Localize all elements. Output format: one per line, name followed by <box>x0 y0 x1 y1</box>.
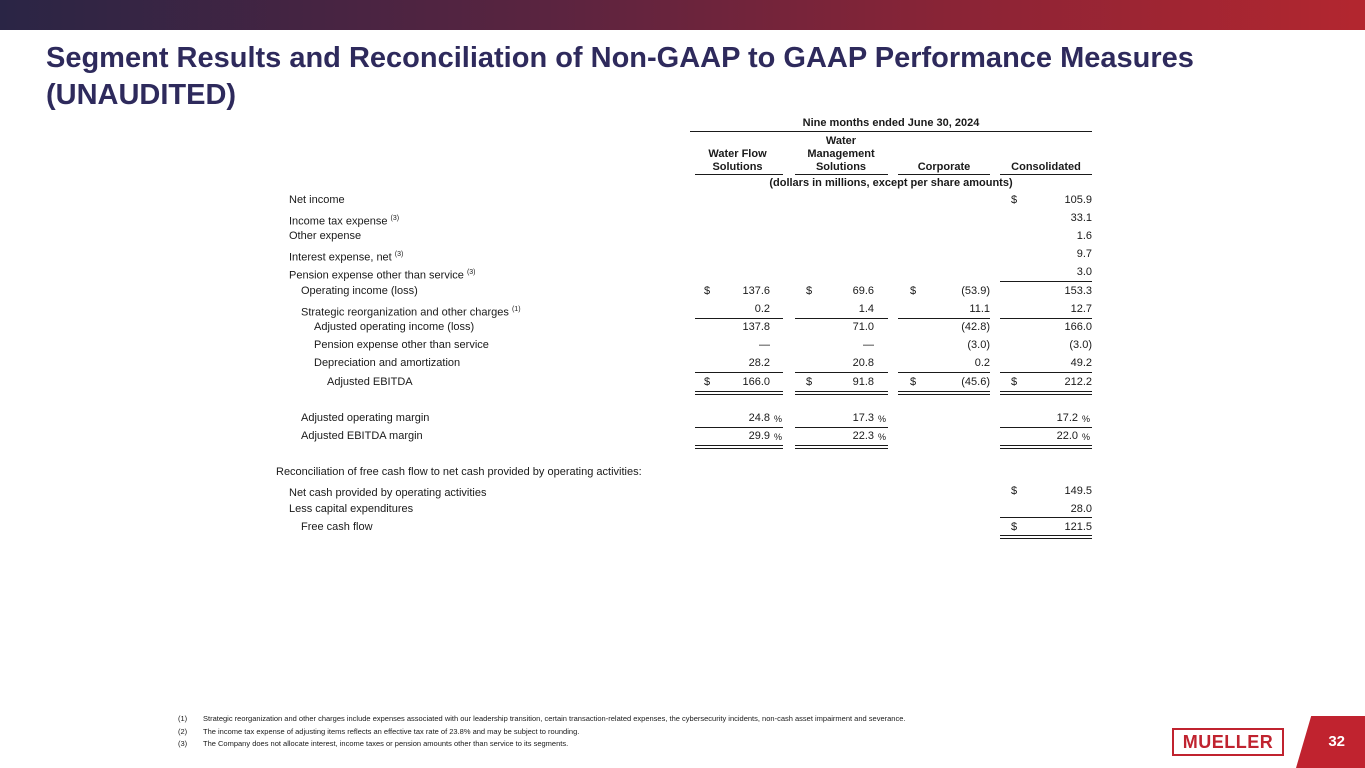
page-title: Segment Results and Reconciliation of Non-GAAP to GAAP Performance Measures (UNAUDITED) <box>46 42 1194 111</box>
dollar-sign: $ <box>910 285 917 297</box>
col-header-corp: Corporate <box>917 161 971 173</box>
cell-wfs: 166.0 <box>742 376 770 388</box>
units-note: (dollars in millions, except per share amounts) <box>769 177 1013 189</box>
cell-cons: 22.0 <box>1056 430 1078 442</box>
total-double-rule <box>695 391 783 395</box>
col-rule-corp <box>898 174 990 175</box>
row-label: Adjusted EBITDA margin <box>301 430 423 442</box>
cell-cons: 105.9 <box>1064 194 1092 206</box>
mueller-logo: MUELLER <box>1172 728 1284 756</box>
row-label: Pension expense other than service $^{(3)}$ <box>289 269 476 282</box>
cell-wms: 1.4 <box>858 303 874 315</box>
row-label: Operating income (loss) <box>301 285 418 297</box>
cell-wfs: 28.2 <box>748 357 770 369</box>
dollar-sign: $ <box>1011 376 1018 388</box>
subtotal-rule <box>795 427 888 428</box>
row-label: Interest expense, net $^{(3)}$ <box>289 251 404 264</box>
dollar-sign: $ <box>1011 194 1018 206</box>
cell-cons: 212.2 <box>1064 376 1092 388</box>
col-rule-cons <box>1000 174 1092 175</box>
cell-wfs: 29.9 <box>748 430 770 442</box>
cell-wms: 91.8 <box>852 376 874 388</box>
percent-sign: % <box>878 414 887 424</box>
row-label: Depreciation and amortization <box>314 357 461 369</box>
row-label: Less capital expenditures <box>289 503 414 515</box>
col-rule-wfs <box>695 174 783 175</box>
dollar-sign: $ <box>910 376 917 388</box>
subtotal-rule <box>795 318 888 319</box>
cell-cons: 17.2 <box>1056 412 1078 424</box>
cell-cons: 49.2 <box>1070 357 1092 369</box>
total-double-rule <box>795 445 888 449</box>
row-label: Adjusted EBITDA <box>327 376 413 388</box>
col-header-cons: Consolidated <box>1011 161 1081 173</box>
dollar-sign: $ <box>704 285 711 297</box>
cell-wms: 71.0 <box>852 321 874 333</box>
percent-sign: % <box>1082 414 1091 424</box>
cell-cons: 1.6 <box>1076 230 1092 242</box>
cell-corp: 11.1 <box>969 303 990 315</box>
dollar-sign: $ <box>704 376 711 388</box>
row-label: Adjusted operating income (loss) <box>314 321 475 333</box>
cell-cons: 9.7 <box>1076 248 1092 260</box>
subtotal-rule <box>795 372 888 373</box>
cell-wms: — <box>863 339 874 351</box>
total-double-rule <box>1000 391 1092 395</box>
cell-cons: 166.0 <box>1064 321 1092 333</box>
percent-sign: % <box>774 414 783 424</box>
total-double-rule <box>695 445 783 449</box>
cell-corp: (42.8) <box>961 321 990 333</box>
header-rule <box>690 131 1092 132</box>
total-double-rule <box>795 391 888 395</box>
dollar-sign: $ <box>1011 521 1018 533</box>
page-number: 32 <box>1328 733 1345 750</box>
subtotal-rule <box>898 318 990 319</box>
percent-sign: % <box>1082 432 1091 442</box>
cell-cons: 33.1 <box>1070 212 1092 224</box>
cell-corp: (45.6) <box>961 376 990 388</box>
cell-wfs: 24.8 <box>748 412 770 424</box>
subtotal-rule <box>695 372 783 373</box>
col-rule-wms <box>795 174 888 175</box>
cell-wms: 20.8 <box>852 357 874 369</box>
cell-wfs: 137.6 <box>742 285 770 297</box>
subtotal-rule <box>695 318 783 319</box>
cell-wfs: 0.2 <box>754 303 770 315</box>
cell-cons: 3.0 <box>1076 266 1092 278</box>
subtotal-rule <box>1000 372 1092 373</box>
dollar-sign: $ <box>1011 485 1018 497</box>
row-label: Strategic reorganization and other charges $^{(1)}$ <box>301 306 521 319</box>
cell-cons: 28.0 <box>1070 503 1092 515</box>
col-header-wms: Water Management Solutions <box>807 135 875 173</box>
fcf-section-header: Reconciliation of free cash flow to net cash provided by operating activities: <box>276 466 642 478</box>
col-header-wfs: Water Flow Solutions <box>708 148 767 173</box>
dollar-sign: $ <box>806 285 813 297</box>
row-label: Net cash provided by operating activities <box>289 487 487 499</box>
cell-wms: 17.3 <box>852 412 874 424</box>
total-double-rule <box>1000 535 1092 539</box>
percent-sign: % <box>878 432 887 442</box>
row-label: Net income <box>289 194 345 206</box>
subtotal-rule <box>1000 427 1092 428</box>
cell-cons: 12.7 <box>1070 303 1092 315</box>
dollar-sign: $ <box>806 376 813 388</box>
cell-cons: 149.5 <box>1064 485 1092 497</box>
row-label: Pension expense other than service <box>314 339 489 351</box>
subtotal-rule <box>898 372 990 373</box>
subtotal-rule <box>695 427 783 428</box>
cell-wfs: 137.8 <box>742 321 770 333</box>
subtotal-rule <box>1000 517 1092 518</box>
row-label: Income tax expense $^{(3)}$ <box>289 215 400 228</box>
cell-cons: 153.3 <box>1064 285 1092 297</box>
period-header: Nine months ended June 30, 2024 <box>802 117 980 129</box>
row-label: Other expense <box>289 230 362 242</box>
cell-corp: (53.9) <box>961 285 990 297</box>
percent-sign: % <box>774 432 783 442</box>
cell-wms: 69.6 <box>852 285 874 297</box>
subtotal-rule <box>1000 281 1092 282</box>
cell-wfs: — <box>759 339 770 351</box>
total-double-rule <box>898 391 990 395</box>
total-double-rule <box>1000 445 1092 449</box>
cell-cons: 121.5 <box>1064 521 1092 533</box>
cell-wms: 22.3 <box>852 430 874 442</box>
cell-cons: (3.0) <box>1069 339 1092 351</box>
cell-corp: 0.2 <box>974 357 990 369</box>
subtotal-rule <box>1000 318 1092 319</box>
row-label: Adjusted operating margin <box>301 412 430 424</box>
row-label: Free cash flow <box>301 521 373 533</box>
cell-corp: (3.0) <box>967 339 990 351</box>
